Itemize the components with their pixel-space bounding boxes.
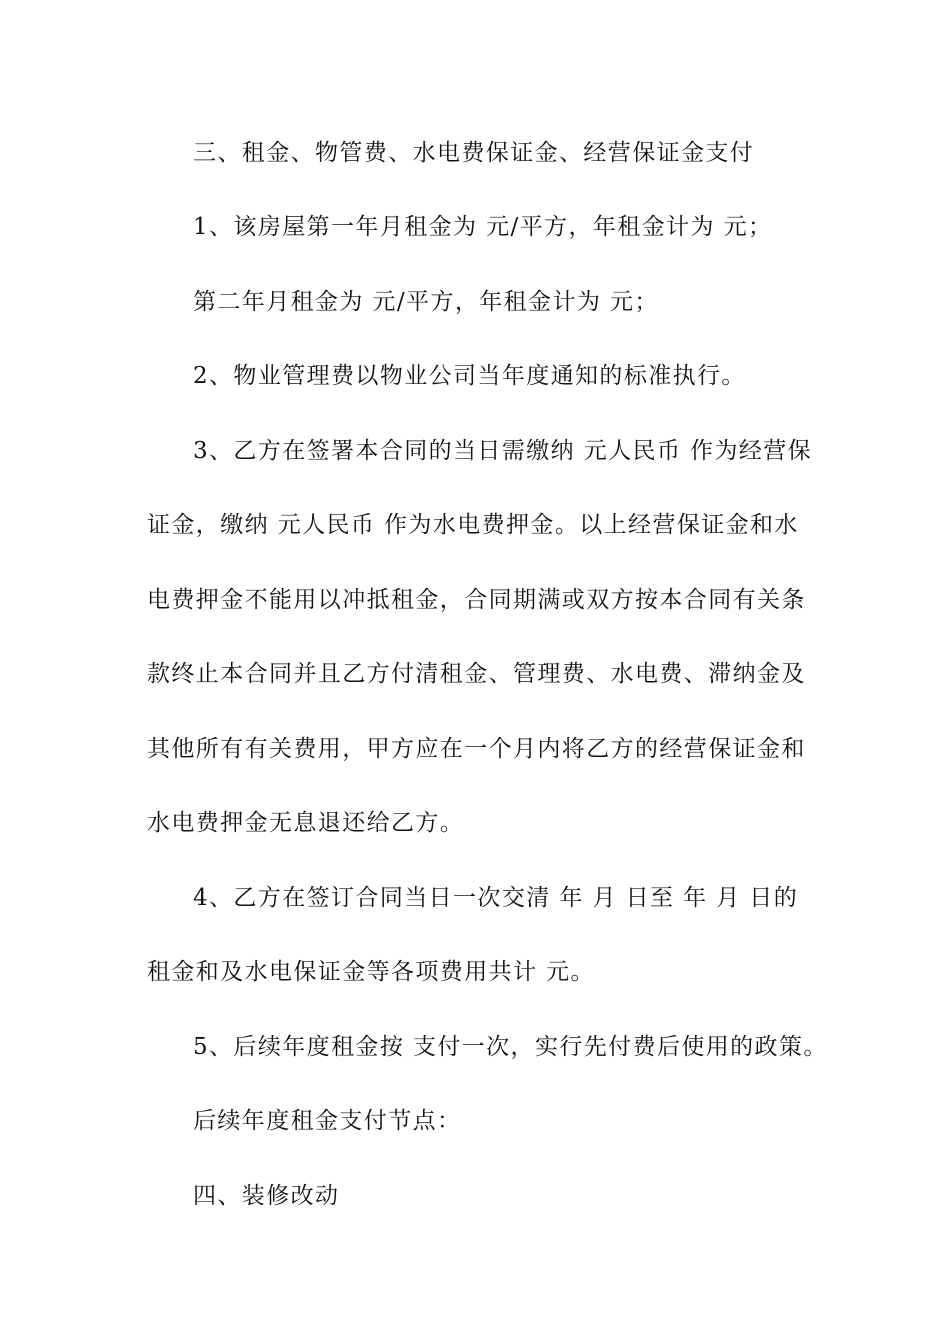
- clause-3-line-2: 证金，缴纳 元人民币 作为水电费押金。以上经营保证金和水: [147, 512, 799, 538]
- clause-3-line-4: 款终止本合同并且乙方付清租金、管理费、水电费、滞纳金及: [147, 661, 806, 687]
- clause-5-subsequent-rent: 5、后续年度租金按 支付一次，实行先付费后使用的政策。: [193, 1034, 828, 1060]
- clause-3-line-3: 电费押金不能用以冲抵租金，合同期满或双方按本合同有关条: [147, 587, 806, 613]
- clause-3-line-1: 3、乙方在签署本合同的当日需缴纳 元人民币 作为经营保: [193, 438, 813, 464]
- section-heading-rent-payment: 三、租金、物管费、水电费保证金、经营保证金支付: [193, 140, 755, 166]
- clause-3-line-5: 其他所有有关费用，甲方应在一个月内将乙方的经营保证金和: [147, 736, 806, 762]
- subsequent-rent-payment-nodes: 后续年度租金支付节点：: [193, 1108, 462, 1134]
- clause-1-second-year-rent: 第二年月租金为 元/平方，年租金计为 元；: [193, 289, 659, 315]
- clause-3-line-6: 水电费押金无息退还给乙方。: [147, 810, 465, 836]
- clause-1-first-year-rent: 1、该房屋第一年月租金为 元/平方，年租金计为 元；: [193, 214, 773, 240]
- clause-2-property-fee: 2、物业管理费以物业公司当年度通知的标准执行。: [193, 363, 746, 389]
- clause-4-line-1: 4、乙方在签订合同当日一次交清 年 月 日至 年 月 日的: [193, 885, 799, 911]
- clause-4-line-2: 租金和及水电保证金等各项费用共计 元。: [147, 959, 595, 985]
- section-heading-renovation: 四、装修改动: [193, 1183, 340, 1209]
